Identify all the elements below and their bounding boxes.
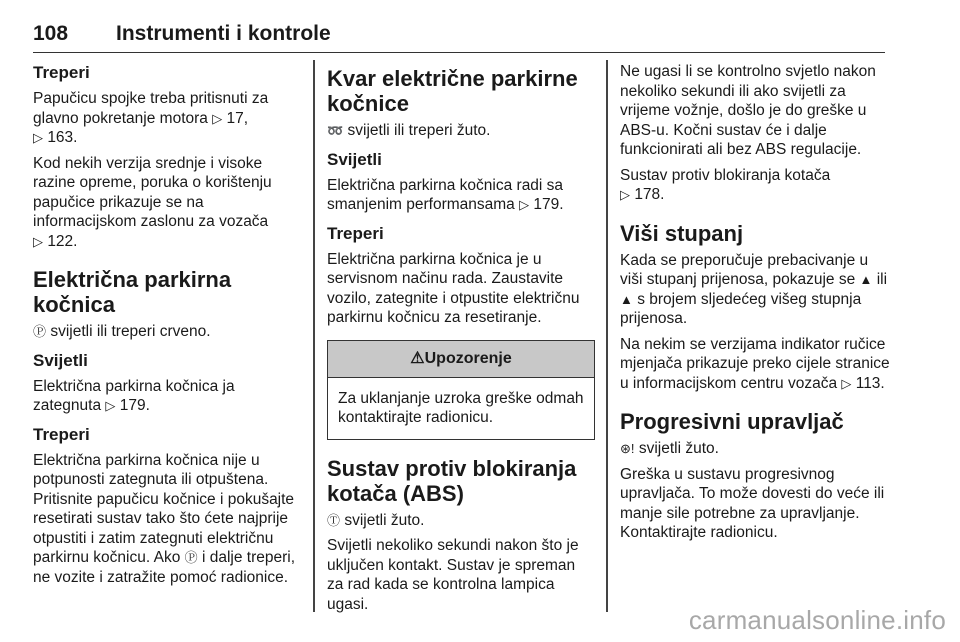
subheading-treperi: Treperi bbox=[327, 223, 384, 243]
paragraph: Kada se preporučuje prebacivanje u viši stupanj prijenosa, pokazuje se ▲ ili ▲ s brojem sljedećeg višeg stupnja prijenosa. bbox=[620, 251, 888, 327]
steering-fault-icon: ⊛! bbox=[620, 441, 635, 456]
paragraph: Električna parkirna kočnica radi sa smanjenim performansama ▷ 179. bbox=[327, 176, 564, 213]
arrow-right-icon: ▷ bbox=[33, 130, 43, 145]
paragraph: Električna parkirna kočnica je u servisnom načinu rada. Zaustavite vozilo, zategnite i otpustite električnu parkirnu kočnicu za resetiranje. bbox=[327, 250, 580, 326]
subheading-treperi: Treperi bbox=[33, 424, 90, 444]
parking-brake-icon: Ⓟ bbox=[33, 324, 47, 339]
parking-brake-fault-icon: ➿ bbox=[327, 123, 344, 138]
paragraph: ➿ svijetli ili treperi žuto. bbox=[327, 122, 491, 139]
warning-header: ⚠Upozorenje bbox=[328, 341, 594, 378]
abs-icon: Ⓣ bbox=[327, 512, 341, 528]
paragraph: ⊛! svijetli žuto. bbox=[620, 440, 719, 457]
page-ref-link[interactable]: ▷ 179. bbox=[519, 196, 564, 213]
paragraph: Sustav protiv blokiranja kotača ▷ 178. bbox=[620, 166, 831, 203]
page-ref-link[interactable]: ▷ 179. bbox=[105, 397, 150, 414]
parking-brake-icon: Ⓟ bbox=[184, 550, 198, 565]
paragraph: Ⓣ svijetli žuto. bbox=[327, 511, 425, 529]
paragraph: Greška u sustavu progresivnog upravljača. To može dovesti do veće ili manje sile potrebne za upravljanje. Kontaktirajte radionicu. bbox=[620, 465, 885, 541]
paragraph: Električna parkirna kočnica ja zategnuta ▷ 179. bbox=[33, 377, 235, 414]
page-ref-link[interactable]: ▷ 122. bbox=[33, 232, 78, 250]
section-heading-abs: Sustav protiv blokiranja kotača (ABS) bbox=[327, 455, 577, 506]
arrow-right-icon: ▷ bbox=[841, 375, 852, 391]
warning-text: Za uklanjanje uzroka greške odmah kontaktirajte radionicu. bbox=[338, 389, 584, 426]
paragraph: Na nekim se verzijama indikator ručice mjenjača prikazuje preko cijele stranice u informacijskom centru vozača ▷ 113. bbox=[620, 335, 890, 392]
page-ref-link[interactable]: ▷ 113. bbox=[841, 374, 885, 392]
page-ref-link[interactable]: ▷ 178. bbox=[620, 186, 665, 203]
page-ref-link[interactable]: ▷ 17, bbox=[212, 109, 249, 127]
arrow-right-icon: ▷ bbox=[519, 197, 530, 212]
section-heading-steering: Progresivni upravljač bbox=[620, 409, 844, 434]
column-1 bbox=[33, 62, 305, 593]
paragraph: Papučicu spojke treba pritisnuti za glavno pokretanje motora ▷ 17, ▷ 163. bbox=[33, 90, 269, 146]
triangle-up-icon: ▲ bbox=[620, 291, 633, 307]
paragraph: Ⓟ svijetli ili treperi crveno. bbox=[33, 323, 211, 340]
column-divider bbox=[313, 60, 315, 612]
subheading-svijetli: Svijetli bbox=[33, 350, 88, 370]
warning-triangle-icon: ⚠ bbox=[410, 349, 425, 367]
arrow-right-icon: ▷ bbox=[33, 233, 43, 249]
column-3 bbox=[620, 62, 892, 549]
section-heading-parking-brake-fault: Kvar električne parkirne kočnice bbox=[327, 66, 578, 116]
section-heading-parking-brake: Električna parkirna kočnica bbox=[33, 267, 232, 317]
arrow-right-icon: ▷ bbox=[212, 110, 223, 126]
page-ref-link[interactable]: ▷ 163. bbox=[33, 129, 78, 146]
paragraph: Svijetli nekoliko sekundi nakon što je uključen kontakt. Sustav je spreman za rad kada se kontrolna lampica ugasi. bbox=[327, 537, 579, 613]
subheading-svijetli: Svijetli bbox=[327, 149, 382, 169]
page-header bbox=[33, 22, 885, 53]
section-heading-upshift: Viši stupanj bbox=[620, 220, 744, 246]
column-2 bbox=[327, 62, 595, 620]
page-title: Instrumenti i kontrole bbox=[116, 22, 331, 45]
paragraph: Kod nekih verzija srednje i visoke razine opreme, poruka o korištenju papučice prikazuje se na informacijskom zaslonu za vozača ▷ 122. bbox=[33, 154, 272, 250]
column-divider bbox=[606, 60, 608, 612]
arrow-right-icon: ▷ bbox=[620, 187, 630, 202]
subheading-treperi: Treperi bbox=[33, 63, 90, 82]
watermark: carmanualsonline.info bbox=[688, 605, 946, 635]
paragraph: Ne ugasi li se kontrolno svjetlo nakon nekoliko sekundi ili ako svijetli za vrijeme vožnje, došlo je do greške u ABS-u. Kočni sustav će i dalje funkcionirati ali bez ABS regulacije. bbox=[620, 63, 876, 158]
warning-box bbox=[327, 340, 595, 440]
paragraph: Električna parkirna kočnica nije u potpunosti zategnuta ili otpuštena. Pritisnite papučicu kočnice i pokušajte resetirati sustav tako što ćete najprije otpustiti i zatim zategnuti električnu parkirnu kočnicu. Ako Ⓟ i dalje treperi, ne vozite i zatražite pomoć radionice. bbox=[33, 451, 296, 586]
upshift-icon: ▲ bbox=[859, 272, 873, 287]
page-number: 108 bbox=[33, 22, 69, 45]
arrow-right-icon: ▷ bbox=[105, 398, 116, 413]
